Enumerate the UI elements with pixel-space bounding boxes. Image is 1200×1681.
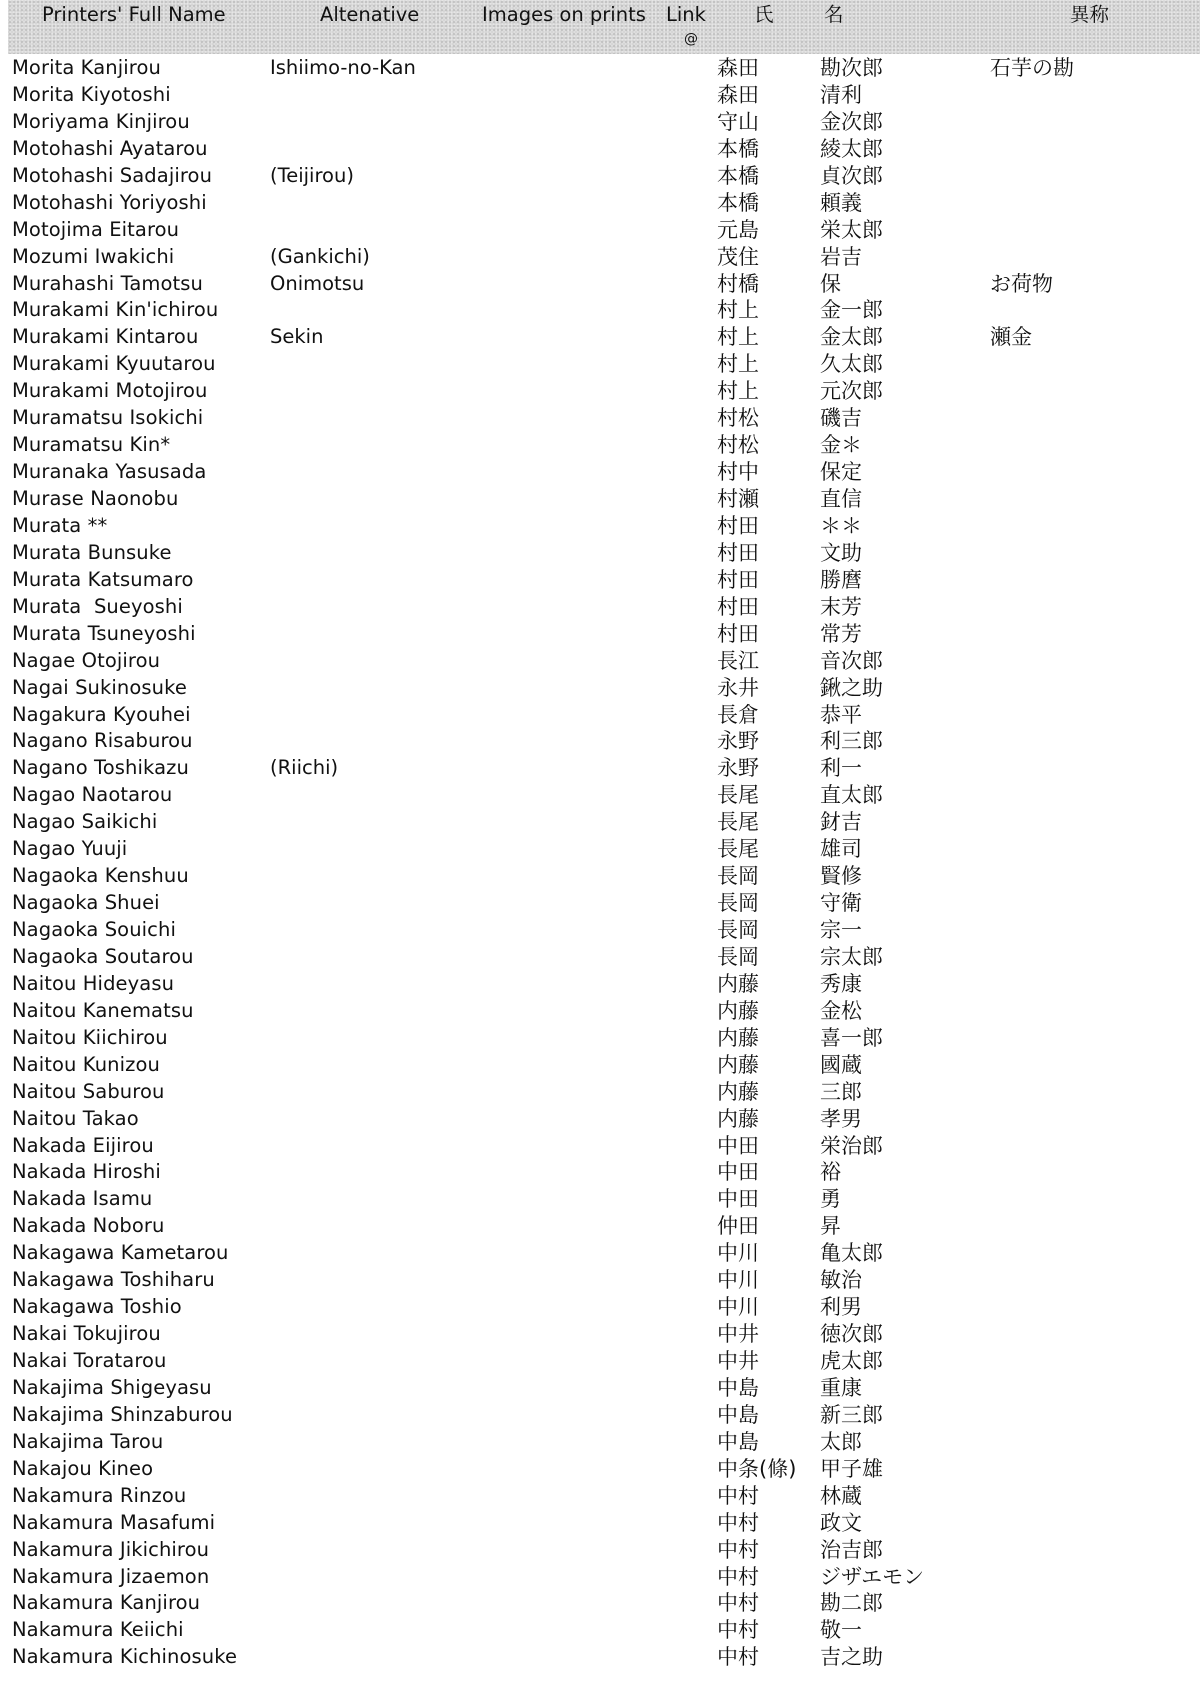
surname-kanji: 中条(條) <box>717 1456 797 1481</box>
printer-full-name: Murata Sueyoshi <box>12 594 183 618</box>
table-row <box>0 55 1200 82</box>
surname-kanji: 元島 <box>717 217 759 242</box>
given-name-kanji: 恭平 <box>820 702 862 727</box>
surname-kanji: 長岡 <box>717 891 759 916</box>
printer-full-name: Nagae Otojirou <box>12 648 161 672</box>
printer-full-name: Nakada Eijirou <box>12 1133 154 1157</box>
table-row <box>0 755 1200 782</box>
printer-full-name: Murakami Kyuutarou <box>12 352 216 376</box>
given-name-kanji: 直太郎 <box>820 783 883 808</box>
other-name-kanji: 石芋の勘 <box>990 56 1074 80</box>
other-name-kanji: 瀬金 <box>990 325 1032 350</box>
printer-full-name: Nakamura Jikichirou <box>12 1537 210 1561</box>
surname-kanji: 村田 <box>717 621 759 646</box>
alternative-name: Sekin <box>270 325 324 349</box>
printer-full-name: Murahashi Tamotsu <box>12 271 204 295</box>
given-name-kanji: 久太郎 <box>820 352 883 377</box>
table-row <box>0 1294 1200 1321</box>
surname-kanji: 中村 <box>717 1645 759 1670</box>
given-name-kanji: 磯吉 <box>820 406 862 431</box>
printer-full-name: Motohashi Sadajirou <box>12 163 213 187</box>
table-row <box>0 1186 1200 1213</box>
table-row <box>0 998 1200 1025</box>
surname-kanji: 内藤 <box>717 1052 759 1077</box>
table-row <box>0 675 1200 702</box>
table-row <box>0 1079 1200 1106</box>
surname-kanji: 本橋 <box>717 163 759 188</box>
table-row <box>0 244 1200 271</box>
table-row <box>0 1025 1200 1052</box>
printer-full-name: Nagaoka Kenshuu <box>12 864 189 888</box>
surname-kanji: 中村 <box>717 1537 759 1562</box>
surname-kanji: 中島 <box>717 1429 759 1454</box>
given-name-kanji: ＊＊ <box>820 513 862 538</box>
surname-kanji: 中川 <box>717 1241 759 1266</box>
surname-kanji: 中田 <box>717 1133 759 1158</box>
given-name-kanji: 吉之助 <box>820 1645 883 1670</box>
printer-full-name: Nagakura Kyouhei <box>12 702 191 726</box>
printer-full-name: Murase Naonobu <box>12 487 179 510</box>
table-row <box>0 324 1200 351</box>
table-row <box>0 217 1200 244</box>
printer-full-name: Nakada Noboru <box>12 1214 165 1238</box>
printer-full-name: Nagai Sukinosuke <box>12 675 187 699</box>
given-name-kanji: 三郎 <box>820 1079 862 1104</box>
given-name-kanji: 末芳 <box>820 594 862 619</box>
table-row <box>0 1564 1200 1591</box>
alternative-name: (Gankichi) <box>270 244 370 268</box>
surname-kanji: 永野 <box>717 729 759 754</box>
header-images-on-prints: Images on prints <box>482 3 646 26</box>
given-name-kanji: ジザエモン <box>820 1564 925 1589</box>
table-row <box>0 163 1200 190</box>
printer-full-name: Moriyama Kinjirou <box>12 109 190 133</box>
given-name-kanji: 栄太郎 <box>820 217 883 242</box>
printer-full-name: Muramatsu Isokichi <box>12 406 204 430</box>
surname-kanji: 村田 <box>717 594 759 619</box>
printer-full-name: Nagano Toshikazu <box>12 756 189 780</box>
given-name-kanji: 國蔵 <box>820 1052 862 1077</box>
printer-full-name: Nakagawa Toshiharu <box>12 1268 215 1292</box>
table-row <box>0 809 1200 836</box>
given-name-kanji: 徳次郎 <box>820 1322 883 1347</box>
printer-full-name: Nakajima Shigeyasu <box>12 1375 212 1399</box>
header-link: Link <box>666 3 706 26</box>
given-name-kanji: 亀太郎 <box>820 1241 883 1266</box>
surname-kanji: 村田 <box>717 567 759 592</box>
surname-kanji: 長岡 <box>717 864 759 889</box>
given-name-kanji: 甲子雄 <box>820 1456 883 1481</box>
given-name-kanji: 新三郎 <box>820 1402 883 1427</box>
surname-kanji: 中田 <box>717 1187 759 1212</box>
given-name-kanji: 敬一 <box>820 1618 862 1643</box>
surname-kanji: 内藤 <box>717 1079 759 1104</box>
table-row <box>0 271 1200 298</box>
given-name-kanji: 文助 <box>820 540 862 565</box>
printer-full-name: Mozumi Iwakichi <box>12 244 175 268</box>
given-name-kanji: 鍬之助 <box>820 675 883 700</box>
printer-full-name: Nagao Yuuji <box>12 837 128 861</box>
header-other-name: 異称 <box>1070 3 1110 26</box>
surname-kanji: 村中 <box>717 460 759 485</box>
surname-kanji: 長尾 <box>717 783 759 808</box>
table-row <box>0 1483 1200 1510</box>
table-row <box>0 432 1200 459</box>
table-row <box>0 621 1200 648</box>
printer-full-name: Nakamura Keiichi <box>12 1618 184 1642</box>
given-name-kanji: 金一郎 <box>820 298 883 323</box>
surname-kanji: 内藤 <box>717 998 759 1023</box>
table-row <box>0 836 1200 863</box>
header-link-sub: @ <box>684 31 698 47</box>
surname-kanji: 本橋 <box>717 190 759 215</box>
header-alternative: Altenative <box>320 3 420 26</box>
table-row <box>0 405 1200 432</box>
printer-full-name: Muranaka Yasusada <box>12 460 207 484</box>
given-name-kanji: 利一 <box>820 756 862 781</box>
table-body <box>0 55 1200 1671</box>
table-row <box>0 297 1200 324</box>
table-row <box>0 728 1200 755</box>
given-name-kanji: 貞次郎 <box>820 163 883 188</box>
given-name-kanji: 頼義 <box>820 190 862 215</box>
given-name-kanji: 音次郎 <box>820 648 883 673</box>
surname-kanji: 村田 <box>717 540 759 565</box>
printer-full-name: Naitou Kunizou <box>12 1052 160 1076</box>
surname-kanji: 中村 <box>717 1483 759 1508</box>
surname-kanji: 村上 <box>717 379 759 404</box>
given-name-kanji: 秀康 <box>820 971 862 996</box>
alternative-name: (Riichi) <box>270 756 339 780</box>
table-row <box>0 513 1200 540</box>
printer-full-name: Murakami Kintarou <box>12 325 199 349</box>
table-row <box>0 109 1200 136</box>
printer-full-name: Murata Tsuneyoshi <box>12 621 196 645</box>
surname-kanji: 永井 <box>717 675 759 700</box>
surname-kanji: 中田 <box>717 1160 759 1185</box>
printer-full-name: Morita Kanjirou <box>12 56 161 79</box>
given-name-kanji: 釮吉 <box>820 810 862 835</box>
table-row <box>0 82 1200 109</box>
header-full-name: Printers' Full Name <box>42 3 226 26</box>
surname-kanji: 中村 <box>717 1564 759 1589</box>
surname-kanji: 村上 <box>717 298 759 323</box>
printer-full-name: Nagaoka Souichi <box>12 918 176 941</box>
surname-kanji: 中川 <box>717 1295 759 1320</box>
given-name-kanji: 勇 <box>820 1187 841 1212</box>
printer-full-name: Motojima Eitarou <box>12 217 180 241</box>
printer-full-name: Nagao Naotarou <box>12 783 173 807</box>
surname-kanji: 長江 <box>717 648 759 673</box>
surname-kanji: 長岡 <box>717 944 759 969</box>
given-name-kanji: 太郎 <box>820 1429 862 1454</box>
printer-full-name: Nagaoka Shuei <box>12 891 160 915</box>
table-row <box>0 378 1200 405</box>
printer-full-name: Nakada Hiroshi <box>12 1160 161 1184</box>
surname-kanji: 中島 <box>717 1375 759 1400</box>
printer-full-name: Nakamura Masafumi <box>12 1510 216 1534</box>
printer-full-name: Nakajou Kineo <box>12 1456 154 1480</box>
given-name-kanji: 宗一 <box>820 918 862 942</box>
printer-full-name: Naitou Kanematsu <box>12 998 194 1022</box>
surname-kanji: 中村 <box>717 1510 759 1535</box>
printer-full-name: Murata Katsumaro <box>12 567 194 591</box>
table-row <box>0 190 1200 217</box>
surname-kanji: 中井 <box>717 1322 759 1347</box>
given-name-kanji: 保定 <box>820 460 862 485</box>
surname-kanji: 村松 <box>717 433 759 458</box>
given-name-kanji: 金太郎 <box>820 325 883 350</box>
printer-full-name: Murakami Kin'ichirou <box>12 298 219 322</box>
surname-kanji: 中川 <box>717 1268 759 1293</box>
given-name-kanji: 金次郎 <box>820 109 883 134</box>
alternative-name: Ishiimo-no-Kan <box>270 56 416 79</box>
surname-kanji: 村上 <box>717 352 759 377</box>
table-row <box>0 648 1200 675</box>
printer-full-name: Naitou Hideyasu <box>12 971 175 995</box>
given-name-kanji: 清利 <box>820 82 862 107</box>
table-row <box>0 1456 1200 1483</box>
other-name-kanji: お荷物 <box>990 271 1053 296</box>
surname-kanji: 中島 <box>717 1402 759 1427</box>
given-name-kanji: 利男 <box>820 1295 862 1320</box>
printer-full-name: Naitou Kiichirou <box>12 1025 168 1049</box>
table-row <box>0 1159 1200 1186</box>
table-row <box>0 486 1200 513</box>
table-header <box>8 0 1200 54</box>
given-name-kanji: 金＊ <box>820 433 862 458</box>
printer-full-name: Motohashi Yoriyoshi <box>12 190 207 214</box>
printer-full-name: Motohashi Ayatarou <box>12 136 208 160</box>
printer-full-name: Nakamura Kichinosuke <box>12 1645 238 1669</box>
given-name-kanji: 綾太郎 <box>820 136 883 161</box>
printer-full-name: Nakajima Tarou <box>12 1429 164 1453</box>
surname-kanji: 内藤 <box>717 971 759 996</box>
given-name-kanji: 裕 <box>820 1160 841 1185</box>
given-name-kanji: 勘二郎 <box>820 1591 883 1616</box>
given-name-kanji: 保 <box>820 271 841 296</box>
surname-kanji: 村田 <box>717 513 759 538</box>
table-row <box>0 782 1200 809</box>
header-given-name: 名 <box>824 3 844 26</box>
table-row <box>0 1213 1200 1240</box>
table-row <box>0 1510 1200 1537</box>
table-row <box>0 1106 1200 1133</box>
surname-kanji: 内藤 <box>717 1025 759 1050</box>
given-name-kanji: 常芳 <box>820 621 862 646</box>
alternative-name: Onimotsu <box>270 271 365 295</box>
table-row <box>0 1321 1200 1348</box>
surname-kanji: 中村 <box>717 1618 759 1643</box>
printer-full-name: Nagano Risaburou <box>12 729 193 753</box>
printer-full-name: Nakai Tokujirou <box>12 1322 161 1346</box>
table-row <box>0 1133 1200 1160</box>
header-surname: 氏 <box>754 3 774 26</box>
printer-full-name: Nakamura Jizaemon <box>12 1564 210 1588</box>
given-name-kanji: 勝麿 <box>820 567 862 592</box>
table-row <box>0 1429 1200 1456</box>
given-name-kanji: 金松 <box>820 998 862 1023</box>
table-row <box>0 917 1200 944</box>
printer-full-name: Nakamura Kanjirou <box>12 1591 201 1615</box>
printer-full-name: Nakamura Rinzou <box>12 1483 187 1507</box>
printer-full-name: Nakagawa Toshio <box>12 1295 182 1319</box>
surname-kanji: 長岡 <box>717 918 759 942</box>
table-row <box>0 351 1200 378</box>
table-row <box>0 1348 1200 1375</box>
printer-full-name: Nakagawa Kametarou <box>12 1241 229 1265</box>
surname-kanji: 森田 <box>717 56 759 80</box>
table-row <box>0 702 1200 729</box>
surname-kanji: 内藤 <box>717 1106 759 1131</box>
surname-kanji: 仲田 <box>717 1214 759 1239</box>
table-row <box>0 1267 1200 1294</box>
surname-kanji: 長尾 <box>717 837 759 862</box>
surname-kanji: 村上 <box>717 325 759 350</box>
surname-kanji: 長倉 <box>717 702 759 727</box>
table-row <box>0 567 1200 594</box>
printer-full-name: Nakajima Shinzaburou <box>12 1402 233 1426</box>
printer-full-name: Nagao Saikichi <box>12 810 158 834</box>
given-name-kanji: 利三郎 <box>820 729 883 754</box>
given-name-kanji: 守衛 <box>820 891 862 916</box>
given-name-kanji: 敏治 <box>820 1268 862 1293</box>
table-row <box>0 1402 1200 1429</box>
printer-full-name: Nakada Isamu <box>12 1187 153 1211</box>
given-name-kanji: 昇 <box>820 1214 841 1239</box>
printer-full-name: Murakami Motojirou <box>12 379 208 403</box>
surname-kanji: 永野 <box>717 756 759 781</box>
printer-full-name: Nagaoka Soutarou <box>12 944 194 968</box>
alternative-name: (Teijirou) <box>270 163 354 187</box>
given-name-kanji: 孝男 <box>820 1106 862 1131</box>
printer-full-name: Nakai Toratarou <box>12 1349 167 1372</box>
given-name-kanji: 宗太郎 <box>820 944 883 969</box>
given-name-kanji: 治吉郎 <box>820 1537 883 1562</box>
surname-kanji: 村松 <box>717 406 759 431</box>
table-row <box>0 540 1200 567</box>
given-name-kanji: 元次郎 <box>820 379 883 404</box>
surname-kanji: 本橋 <box>717 136 759 161</box>
given-name-kanji: 賢修 <box>820 864 862 889</box>
surname-kanji: 村橋 <box>717 271 759 296</box>
table-row <box>0 1617 1200 1644</box>
table-row <box>0 1240 1200 1267</box>
given-name-kanji: 栄治郎 <box>820 1133 883 1158</box>
table-row <box>0 594 1200 621</box>
given-name-kanji: 虎太郎 <box>820 1349 883 1373</box>
surname-kanji: 森田 <box>717 82 759 107</box>
table-row <box>0 1590 1200 1617</box>
table-row <box>0 136 1200 163</box>
printer-full-name: Naitou Takao <box>12 1106 139 1130</box>
printer-full-name: Muramatsu Kin* <box>12 433 171 457</box>
table-row <box>0 1375 1200 1402</box>
printer-full-name: Naitou Saburou <box>12 1079 165 1103</box>
given-name-kanji: 林蔵 <box>820 1483 862 1508</box>
surname-kanji: 守山 <box>717 109 759 134</box>
given-name-kanji: 重康 <box>820 1375 862 1400</box>
printer-full-name: Morita Kiyotoshi <box>12 82 171 106</box>
table-row <box>0 459 1200 486</box>
given-name-kanji: 岩吉 <box>820 244 862 269</box>
table-row <box>0 971 1200 998</box>
given-name-kanji: 政文 <box>820 1510 862 1535</box>
surname-kanji: 茂住 <box>717 244 759 269</box>
surname-kanji: 中村 <box>717 1591 759 1616</box>
given-name-kanji: 雄司 <box>820 837 862 862</box>
table-row <box>0 890 1200 917</box>
surname-kanji: 長尾 <box>717 810 759 835</box>
surname-kanji: 村瀬 <box>717 487 759 511</box>
given-name-kanji: 喜一郎 <box>820 1025 883 1050</box>
given-name-kanji: 直信 <box>820 487 862 511</box>
table-row <box>0 863 1200 890</box>
printer-full-name: Murata Bunsuke <box>12 540 172 564</box>
surname-kanji: 中井 <box>717 1349 759 1373</box>
printer-full-name: Murata ** <box>12 513 108 537</box>
given-name-kanji: 勘次郎 <box>820 56 883 80</box>
table-row <box>0 1052 1200 1079</box>
table-row <box>0 1644 1200 1671</box>
table-row <box>0 944 1200 971</box>
table-row <box>0 1537 1200 1564</box>
